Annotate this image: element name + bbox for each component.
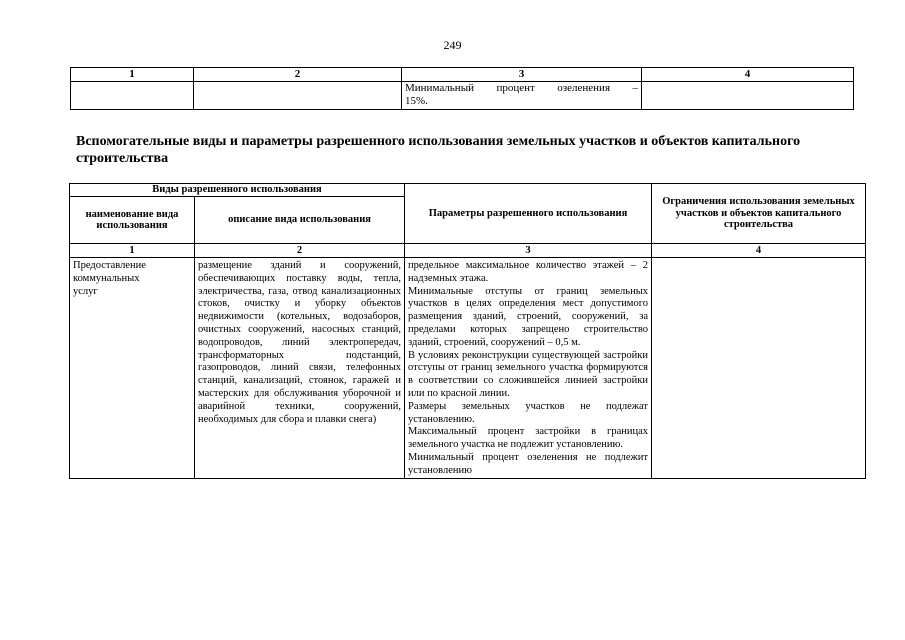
- column-number-1: 1: [70, 244, 195, 258]
- parameter-paragraph: Максимальный процент застройки в границах земельного участка не подлежит установлению.: [408, 426, 649, 451]
- column-number-4: 4: [652, 244, 866, 258]
- use-name-header: наименование вида использования: [70, 197, 195, 244]
- table-row: [70, 258, 866, 479]
- header-row-1: [70, 184, 866, 197]
- column-number-3: 3: [402, 68, 642, 82]
- continued-table-header-row: [71, 68, 854, 82]
- column-number-2: 2: [194, 68, 402, 82]
- greening-line-1: Минимальный процент озеленения –: [405, 82, 638, 94]
- column-number-3: 3: [405, 244, 652, 258]
- table-cell: [642, 82, 854, 110]
- section-title: Вспомогательные виды и параметры разрешенного использования земельных участков и объектов капитального строительства: [76, 134, 801, 166]
- page-number: 249: [443, 38, 462, 52]
- use-name-cell: Предоставление коммунальных услуг: [70, 258, 195, 479]
- parameter-paragraph: Минимальные отступы от границ земельных участков в целях определения мест допустимого размещения зданий, строений, сооружений, за пределами которых запрещено строительство зданий, строений, сооружений – 0,5 м.: [408, 285, 649, 348]
- use-description-cell: размещение зданий и сооружений, обеспечивающих поставку воды, тепла, электричества, газа, отвод канализационных стоков, очистку и уборку объектов недвижимости (котельных, водозаборов, очистных сооружений, насосных станций, водопроводов, линий электропередач, трансформаторных подстанций, газопроводов, линий связи, телефонных станций, канализаций, стоянок, гаражей и мастерских для обслуживания уборочной и аварийной техники, сооружений, необходимых для сбора и плавки снега): [195, 258, 405, 479]
- restrictions-cell: [652, 258, 866, 479]
- column-number-4: 4: [642, 68, 854, 82]
- greening-percent-cell: [402, 82, 642, 110]
- parameter-paragraph: Минимальный процент озеленения не подлежит установлению: [408, 451, 649, 476]
- continued-table: [70, 67, 854, 110]
- column-number-1: 1: [71, 68, 194, 82]
- greening-line-2: 15%.: [405, 95, 428, 107]
- column-numbers-row: [70, 244, 866, 258]
- table-row: [71, 82, 854, 110]
- parameter-paragraph: Размеры земельных участков не подлежат установлению.: [408, 400, 649, 425]
- table-cell: [71, 82, 194, 110]
- parameter-paragraph: В условиях реконструкции существующей застройки отступы от границ земельного участка формируются в соответствии со сложившейся линией застройки или по красной линии.: [408, 349, 649, 399]
- parameter-paragraph: предельное максимальное количество этажей – 2 надземных этажа.: [408, 260, 649, 284]
- restrictions-header: Ограничения использования земельных участков и объектов капитального строительства: [652, 184, 866, 244]
- parameters-cell: [405, 258, 652, 479]
- table-cell: [194, 82, 402, 110]
- column-number-2: 2: [195, 244, 405, 258]
- use-description-header: описание вида использования: [195, 197, 405, 244]
- land-use-table: [69, 183, 866, 479]
- group-header: Виды разрешенного использования: [70, 184, 405, 197]
- parameters-header: Параметры разрешенного использования: [405, 184, 652, 244]
